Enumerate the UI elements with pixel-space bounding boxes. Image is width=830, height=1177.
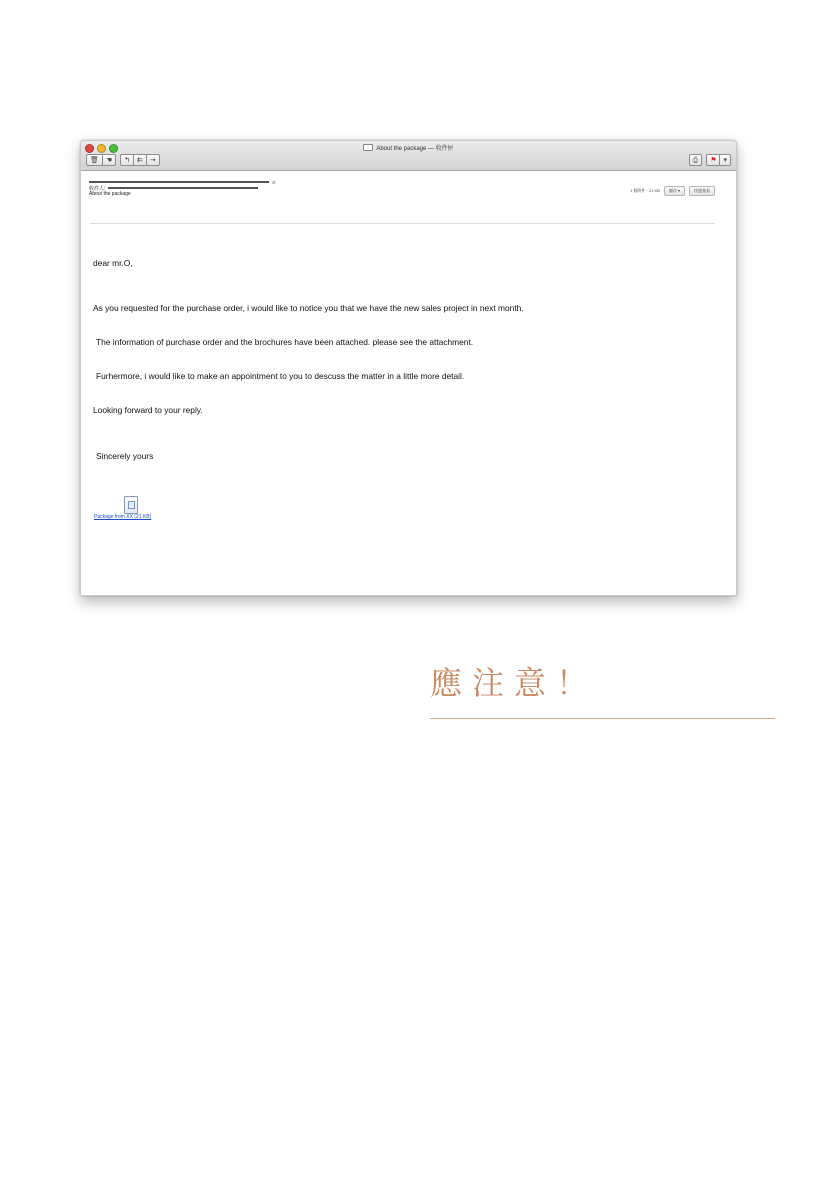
delete-button[interactable] — [86, 154, 102, 166]
thumbs-down-icon: ☚ — [105, 155, 113, 164]
window-title-text: About the package — 收件匣 — [376, 146, 454, 152]
notice-heading: 應注意！ — [430, 664, 599, 702]
window-title — [81, 143, 736, 152]
forward-button[interactable] — [146, 154, 160, 166]
attachment-meta: 1 個附件 · 21 KB — [630, 188, 660, 193]
attachment-link[interactable]: Package from XX (21 KB) — [94, 514, 152, 520]
envelope-icon — [363, 144, 373, 151]
trash-icon: 🗑︎ — [90, 155, 99, 164]
flag-icon: ⚑ — [710, 155, 717, 164]
reply-all-icon: ⇇ — [137, 155, 143, 164]
flag-button[interactable] — [706, 154, 719, 166]
quicklook-button[interactable]: 快速查看 — [689, 186, 715, 196]
junk-button[interactable] — [102, 154, 116, 166]
redacted-sender — [89, 181, 269, 183]
attachment-meta-row — [630, 186, 715, 196]
paragraph-3: Furhermore, i would like to make an appointment to you to descuss the matter in a little more detail. — [96, 371, 465, 381]
paragraph-4: Looking forward to your reply. — [93, 405, 203, 415]
paperclip-icon: ⌀ — [272, 179, 276, 186]
reply-group — [120, 154, 160, 166]
header-divider — [90, 223, 715, 224]
mail-window — [80, 140, 737, 596]
recipient-label: 收件人: — [89, 185, 106, 192]
forward-icon: → — [149, 155, 156, 164]
toolbar-left — [86, 154, 160, 166]
chevron-down-icon: ▾ — [723, 155, 727, 164]
reply-button[interactable] — [120, 154, 133, 166]
flag-group — [706, 154, 731, 166]
title-bar — [81, 141, 736, 171]
paragraph-1: As you requested for the purchase order, i would like to notice you that we have the new sales project in next month. — [93, 303, 524, 313]
reply-icon: ↰ — [124, 155, 131, 164]
subject-text: About the package — [89, 191, 131, 197]
notice-divider — [430, 718, 775, 719]
print-button[interactable] — [689, 154, 703, 166]
printer-icon: ⎙ — [692, 155, 699, 164]
redacted-recipient — [108, 187, 258, 189]
paragraph-2: The information of purchase order and the brochures have been attached. please see the attachment. — [96, 337, 474, 347]
save-attachment-button[interactable]: 儲存 ▾ — [664, 186, 685, 196]
greeting: dear mr.O, — [93, 258, 133, 268]
flag-menu-button[interactable] — [719, 154, 731, 166]
document-icon — [124, 496, 138, 514]
toolbar-right — [689, 154, 731, 166]
delete-junk-group — [86, 154, 116, 166]
sign-off: Sincerely yours — [96, 451, 154, 461]
reply-all-button[interactable] — [133, 154, 146, 166]
